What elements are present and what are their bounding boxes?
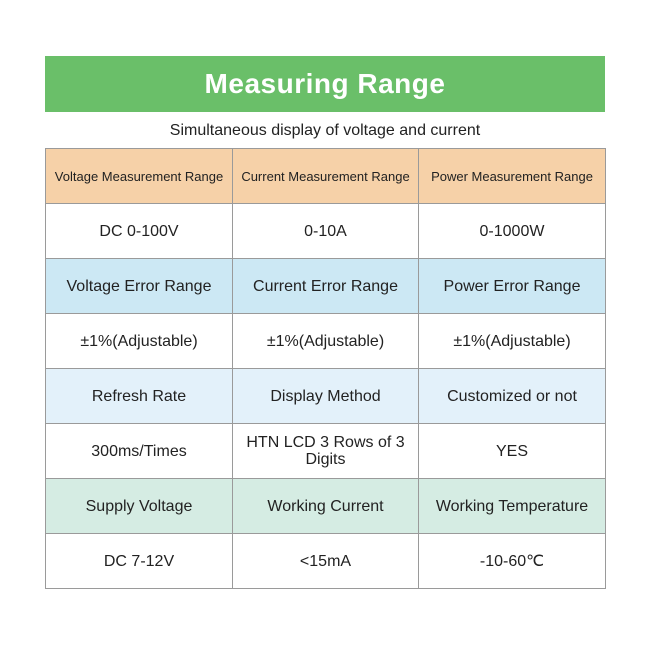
table-cell: Voltage Measurement Range: [46, 149, 233, 204]
table-cell: DC 0-100V: [46, 204, 233, 259]
title-banner: [45, 56, 605, 112]
page-title: Measuring Range: [204, 68, 446, 99]
table-row: [46, 479, 606, 534]
table-cell: 300ms/Times: [46, 424, 233, 479]
table-cell: Voltage Error Range: [46, 259, 233, 314]
table-cell: Current Measurement Range: [233, 149, 419, 204]
page-subtitle: Simultaneous display of voltage and current: [169, 122, 481, 139]
table-cell: Refresh Rate: [46, 369, 233, 424]
table-row: [46, 314, 606, 369]
table-cell: Working Current: [233, 479, 419, 534]
table-cell: Customized or not: [419, 369, 606, 424]
table-cell: DC 7-12V: [46, 534, 233, 589]
table-cell: YES: [419, 424, 606, 479]
table-cell: Current Error Range: [233, 259, 419, 314]
table-row: [46, 369, 606, 424]
table-cell: Display Method: [233, 369, 419, 424]
table-cell: ±1%(Adjustable): [46, 314, 233, 369]
table-cell: ±1%(Adjustable): [233, 314, 419, 369]
table-cell: Power Measurement Range: [419, 149, 606, 204]
table-cell: Supply Voltage: [46, 479, 233, 534]
table-cell: HTN LCD 3 Rows of 3 Digits: [233, 424, 419, 479]
table-cell: 0-10A: [233, 204, 419, 259]
table-row: [46, 534, 606, 589]
table-cell: Power Error Range: [419, 259, 606, 314]
table-cell: <15mA: [233, 534, 419, 589]
table-cell: ±1%(Adjustable): [419, 314, 606, 369]
table-row-header: [46, 149, 606, 204]
table-cell: -10-60℃: [419, 534, 606, 589]
table-row: [46, 204, 606, 259]
table-cell: 0-1000W: [419, 204, 606, 259]
table-row: [46, 259, 606, 314]
table-row: [46, 424, 606, 479]
table-cell: Working Temperature: [419, 479, 606, 534]
spec-table: [45, 148, 606, 589]
